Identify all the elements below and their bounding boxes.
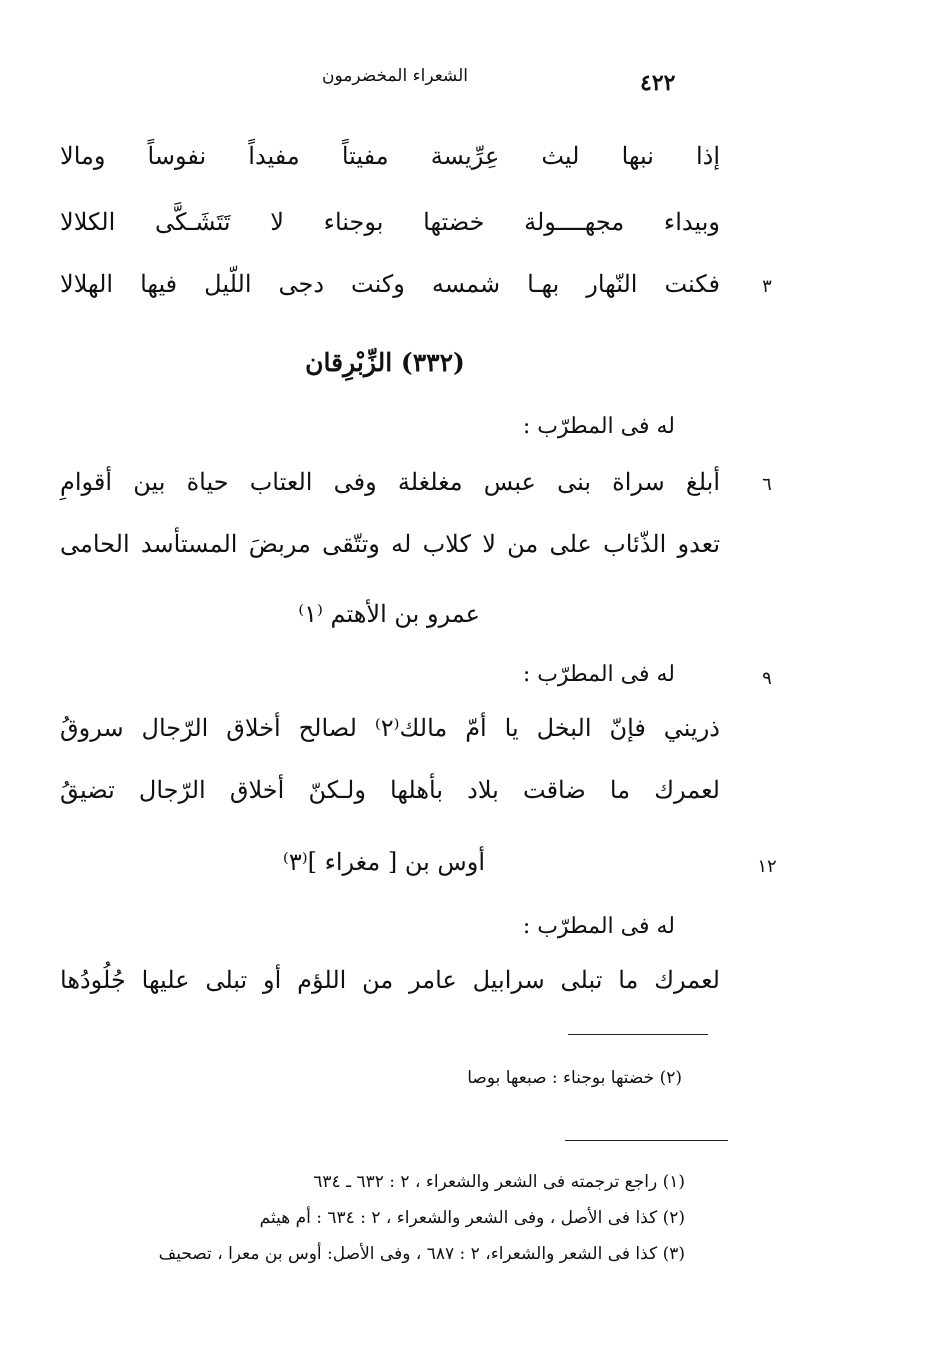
verse-line: وبيداء مجهــــولة خضتها بوجناء لا تَتَشَـكَّى الكلالا — [60, 208, 720, 236]
verse-line: أبلغ سراة بنى عبس مغلغلة وفى العتاب حياة بين أقوامِ — [60, 468, 720, 496]
line-number: ١٢ — [757, 856, 777, 877]
verse-line: لعمرك ما تبلى سرابيل عامر من اللؤم أو تبلى عليها جُلُودُها — [60, 966, 720, 994]
separator-rule — [568, 1034, 708, 1035]
verse-line: إذا نبها ليث عِرِّيسة مفيتاً مفيداً نفوساً ومالا — [60, 142, 720, 170]
poet-name: عمرو بن الأهتم ⁽١⁾ — [298, 600, 480, 628]
line-number: ٣ — [762, 276, 772, 297]
footnote-separator — [565, 1140, 728, 1141]
footnote: (٣) كذا فى الشعر والشعراء، ٢ : ٦٨٧ ، وفى الأصل: أوس بن معرا ، تصحيف — [158, 1244, 685, 1264]
poet-name: أوس بن [ مغراء ]⁽٣⁾ — [282, 848, 485, 876]
line-number: ٩ — [762, 668, 772, 689]
section-intro: له فى المطرّب : — [522, 662, 675, 687]
section-heading: (٣٣٢) الزِّبْرِقان — [305, 348, 465, 377]
verse-line: لعمرك ما ضاقت بلاد بأهلها ولـكنّ أخلاق الرّجال تضيقُ — [60, 776, 720, 804]
inline-note: (٢) خضتها بوجناء : صبعها بوصا — [467, 1068, 682, 1088]
line-number: ٦ — [762, 474, 772, 495]
running-title: الشعراء المخضرمون — [322, 66, 468, 86]
footnote: (٢) كذا فى الأصل ، وفى الشعر والشعراء ، ٢ : ٦٣٤ : أم هيثم — [259, 1208, 685, 1228]
verse-line: تعدو الذّئاب على من لا كلاب له وتتّقى مربضَ المستأسد الحامى — [60, 530, 720, 558]
section-intro: له فى المطرّب : — [522, 414, 675, 439]
footnote: (١) راجع ترجمته فى الشعر والشعراء ، ٢ : ٦٣٢ ـ ٦٣٤ — [313, 1172, 685, 1192]
verse-line: فكنت النّهار بهـا شمسه وكنت دجى اللّيل فيها الهلالا — [60, 270, 720, 298]
page-number: ٤٢٢ — [640, 70, 676, 96]
section-intro: له فى المطرّب : — [522, 914, 675, 939]
verse-line: ذريني فإنّ البخل يا أمّ مالك⁽٢⁾ لصالح أخلاق الرّجال سروقُ — [60, 714, 720, 742]
